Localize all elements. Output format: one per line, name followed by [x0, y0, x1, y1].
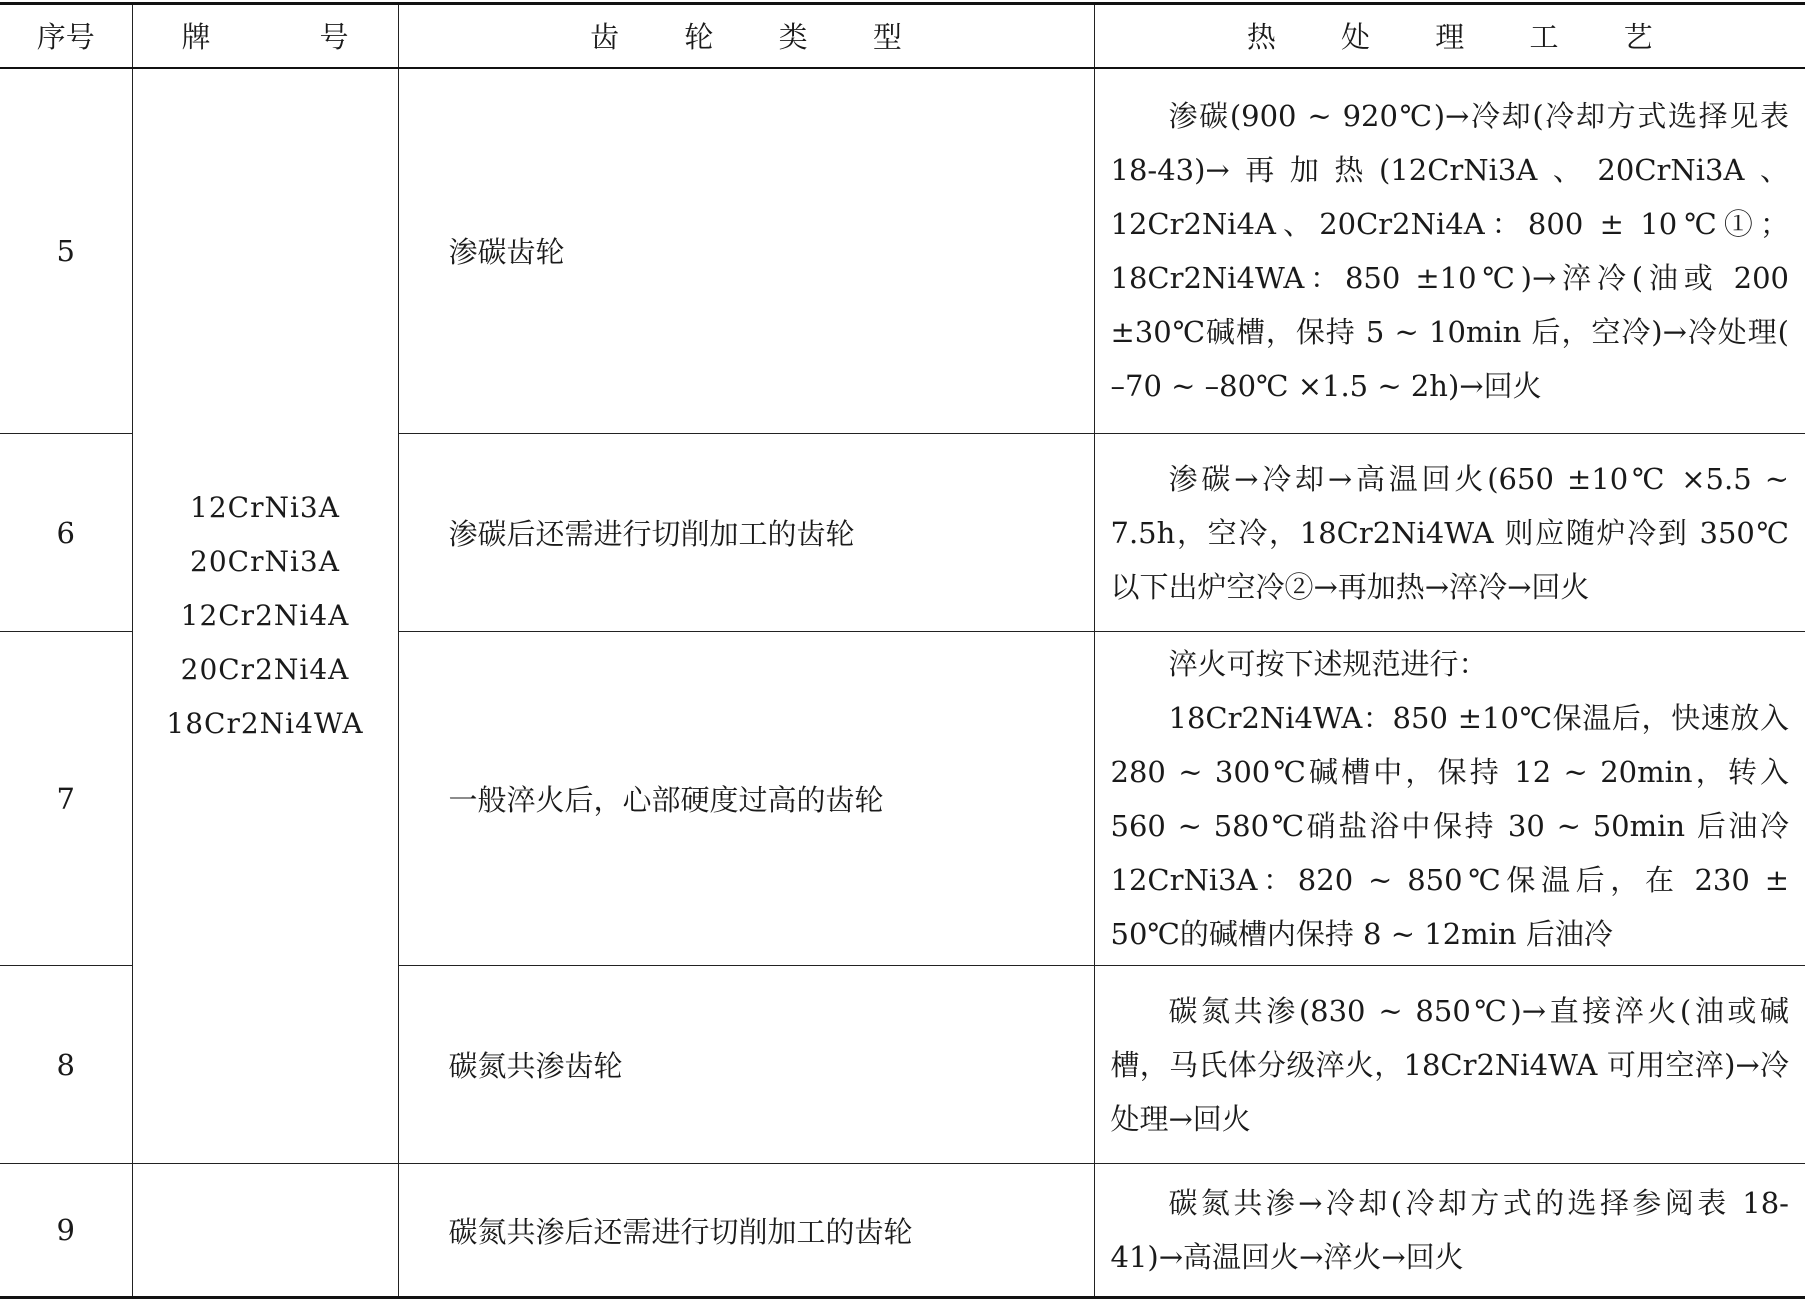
row-index: 5: [0, 68, 132, 434]
header-index: 序号: [0, 4, 132, 68]
table-row: [0, 68, 1805, 434]
header-gear-type: 齿 轮 类 型: [398, 4, 1094, 68]
row-index: 9: [0, 1164, 132, 1298]
row-index: 7: [0, 632, 132, 966]
process-cell: 渗碳(900 ~ 920℃)→冷却(冷却方式选择见表 18-43)→再加热(12CrNi3A、20CrNi3A、12Cr2Ni4A、20Cr2Ni4A：800 ± 10℃①；18Cr2Ni4WA：850 ±10℃)→淬冷(油或 200 ±30℃碱槽，保持 5 ~ 10min 后，空冷)→冷处理( –70 ~ –80℃ ×1.5 ~ 2h)→回火: [1094, 68, 1805, 434]
grade-item: 12Cr2Ni4A: [180, 598, 350, 632]
gear-type-cell: 渗碳齿轮: [398, 68, 1094, 434]
grade-item: 12CrNi3A: [190, 490, 340, 524]
process-body: 18Cr2Ni4WA：850 ±10℃保温后，快速放入 280 ~ 300℃碱槽中，保持 12 ~ 20min，转入 560 ~ 580℃硝盐浴中保持 30 ~ 50min 后油冷 12CrNi3A：820 ~ 850℃保温后，在 230 ± 50℃的碱槽内保持 8 ~ 12min 后油冷: [1110, 700, 1789, 951]
process-cell: 渗碳→冷却→高温回火(650 ±10℃ ×5.5 ~ 7.5h，空冷，18Cr2Ni4WA 则应随炉冷到 350℃以下出炉空冷②→再加热→淬冷→回火: [1094, 434, 1805, 632]
process-cell: 碳氮共渗(830 ~ 850℃)→直接淬火(油或碱槽，马氏体分级淬火，18Cr2Ni4WA 可用空淬)→冷处理→回火: [1094, 966, 1805, 1164]
grade-cell-empty: [132, 1164, 398, 1298]
row-index: 8: [0, 966, 132, 1164]
process-intro: 淬火可按下述规范进行：: [1168, 646, 1488, 681]
gear-type-cell: 渗碳后还需进行切削加工的齿轮: [398, 434, 1094, 632]
process-cell: 碳氮共渗→冷却(冷却方式的选择参阅表 18-41)→高温回火→淬火→回火: [1094, 1164, 1805, 1298]
grade-item: 18Cr2Ni4WA: [166, 706, 364, 740]
gear-type-cell: 碳氮共渗齿轮: [398, 966, 1094, 1164]
header-grade: 牌 号: [132, 4, 398, 68]
header-row: [0, 4, 1805, 68]
header-process: 热 处 理 工 艺: [1094, 4, 1805, 68]
table-row: [0, 1164, 1805, 1298]
grade-item: 20CrNi3A: [190, 544, 340, 578]
gear-type-cell: 碳氮共渗后还需进行切削加工的齿轮: [398, 1164, 1094, 1298]
grade-cell: [132, 68, 398, 1164]
row-index: 6: [0, 434, 132, 632]
gear-type-cell: 一般淬火后，心部硬度过高的齿轮: [398, 632, 1094, 966]
process-cell: [1094, 632, 1805, 966]
grade-item: 20Cr2Ni4A: [180, 652, 350, 686]
heat-treatment-table: [0, 2, 1805, 1299]
